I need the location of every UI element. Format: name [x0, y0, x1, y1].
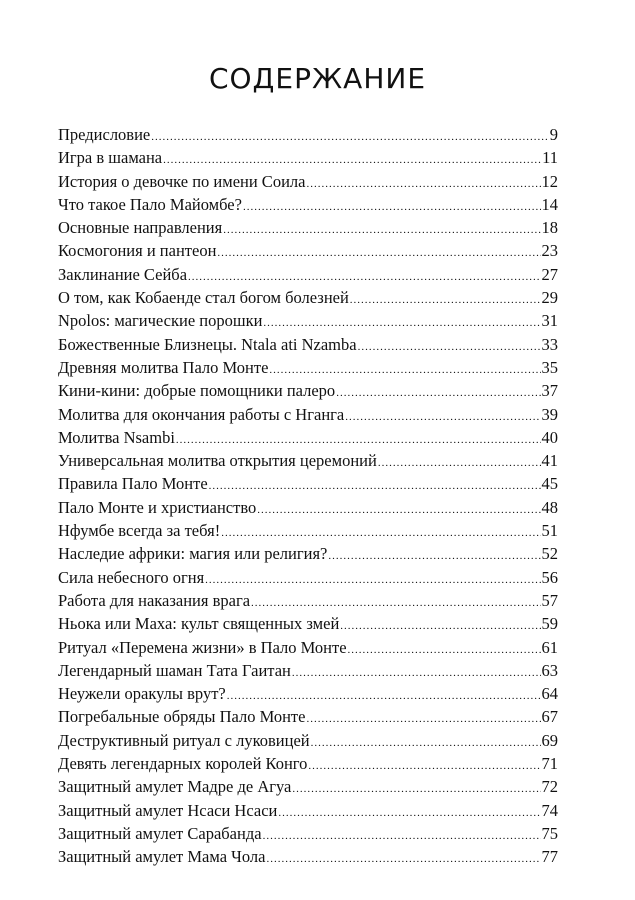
toc-entry-title: Защитный амулет Нсаси Нсаси	[58, 800, 278, 820]
dot-leader	[223, 219, 540, 239]
toc-entry-page-number: 72	[541, 777, 558, 797]
toc-entry-page-number: 31	[541, 311, 558, 331]
toc-entry	[58, 193, 558, 216]
toc-entry-title: Ньока или Маха: культ священных змей	[58, 614, 340, 634]
toc-entry-title: Предисловие	[58, 125, 151, 144]
dot-leader	[263, 825, 541, 845]
dot-leader	[292, 778, 540, 798]
toc-entry	[58, 799, 558, 822]
dot-leader	[350, 289, 541, 309]
toc-entry-page-number: 40	[541, 427, 558, 447]
toc-entry	[58, 845, 558, 868]
toc-entry-page-number: 48	[541, 497, 558, 517]
toc-entry	[58, 729, 558, 752]
toc-entry-page-number: 9	[549, 125, 558, 144]
toc-entry-title: Девять легендарных королей Конго	[58, 754, 308, 774]
toc-entry-title: Пало Монте и христианство	[58, 497, 257, 517]
dot-leader	[340, 615, 540, 635]
toc-entry-page-number: 23	[541, 241, 558, 261]
toc-entry-page-number: 14	[541, 194, 558, 214]
dot-leader	[243, 196, 541, 216]
dot-leader	[311, 732, 541, 752]
dot-leader	[336, 382, 540, 402]
toc-entry	[58, 426, 558, 449]
toc-entry-title: Работа для наказания врага	[58, 590, 251, 610]
toc-entry-title: Основные направления	[58, 218, 223, 238]
toc-entry	[58, 403, 558, 426]
toc-entry-title: Сила небесного огня	[58, 567, 205, 587]
toc-entry-title: История о девочке по имени Соила	[58, 171, 306, 191]
dot-leader	[217, 242, 540, 262]
toc-entry-page-number: 18	[541, 218, 558, 238]
toc-entry-title: Правила Пало Монте	[58, 474, 208, 494]
toc-entry-page-number: 56	[541, 567, 558, 587]
dot-leader	[221, 522, 540, 542]
toc-entry-page-number: 37	[541, 381, 558, 401]
toc-entry	[58, 822, 558, 845]
dot-leader	[308, 755, 540, 775]
toc-entry	[58, 309, 558, 332]
toc-entry	[58, 216, 558, 239]
toc-entry	[58, 379, 558, 402]
toc-entry	[58, 682, 558, 705]
toc-entry-page-number: 39	[541, 404, 558, 424]
toc-entry-page-number: 67	[541, 707, 558, 727]
toc-entry-page-number: 75	[541, 823, 558, 843]
dot-leader	[378, 452, 541, 472]
toc-entry	[58, 775, 558, 798]
dot-leader	[188, 266, 540, 286]
toc-entry-title: Молитва Nsambi	[58, 427, 175, 447]
toc-entry-page-number: 12	[541, 171, 558, 191]
toc-entry	[58, 286, 558, 309]
toc-entry-title: О том, как Кобаенде стал богом болезней	[58, 288, 349, 308]
toc-entry-page-number: 35	[541, 357, 558, 377]
toc-entry-title: Защитный амулет Мадре де Агуа	[58, 777, 292, 797]
toc-entry-title: Легендарный шаман Тата Гаитан	[58, 660, 291, 680]
dot-leader	[306, 173, 540, 193]
toc-entry-page-number: 11	[542, 148, 558, 168]
toc-entry-page-number: 51	[541, 521, 558, 541]
toc-entry	[58, 449, 558, 472]
toc-entry	[58, 333, 558, 356]
toc-entry	[58, 170, 558, 193]
dot-leader	[345, 406, 540, 426]
toc-entry	[58, 146, 558, 169]
toc-entry-page-number: 69	[541, 730, 558, 750]
toc-entry-page-number: 64	[541, 684, 558, 704]
dot-leader	[251, 592, 540, 612]
toc-entry-title: Неужели оракулы врут?	[58, 684, 226, 704]
toc-entry	[58, 239, 558, 262]
dot-leader	[151, 126, 549, 146]
toc-entry-page-number: 61	[541, 637, 558, 657]
dot-leader	[278, 802, 540, 822]
toc-entry	[58, 589, 558, 612]
dot-leader	[209, 475, 541, 495]
toc-entry-title: Защитный амулет Мама Чола	[58, 847, 266, 867]
toc-entry-title: Древняя молитва Пало Монте	[58, 357, 269, 377]
dot-leader	[269, 359, 540, 379]
dot-leader	[163, 149, 541, 169]
toc-entry-page-number: 77	[541, 847, 558, 867]
toc-entry	[58, 263, 558, 286]
toc-entry-title: Погребальные обряды Пало Монте	[58, 707, 306, 727]
toc-entry-page-number: 74	[541, 800, 558, 820]
dot-leader	[227, 685, 541, 705]
toc-entry-page-number: 52	[541, 544, 558, 564]
dot-leader	[292, 662, 541, 682]
toc-entry	[58, 472, 558, 495]
toc-entry-title: Универсальная молитва открытия церемоний	[58, 451, 377, 471]
toc-entry-title: Космогония и пантеон	[58, 241, 217, 261]
toc-entry-page-number: 63	[541, 660, 558, 680]
toc-entry-title: Нфумбе всегда за тебя!	[58, 521, 221, 541]
toc-entry	[58, 752, 558, 775]
toc-entry-title: Молитва для окончания работы с Нганга	[58, 404, 345, 424]
dot-leader	[348, 639, 541, 659]
page-title: СОДЕРЖАНИЕ	[208, 62, 427, 95]
toc-entry	[58, 542, 558, 565]
toc-entry-title: Игра в шамана	[58, 148, 163, 168]
toc-entry	[58, 496, 558, 519]
dot-leader	[306, 708, 540, 728]
toc-entry-page-number: 41	[541, 451, 558, 471]
toc-entry-title: Защитный амулет Сарабанда	[58, 823, 262, 843]
toc-entry-title: Кини-кини: добрые помощники палеро	[58, 381, 336, 401]
toc-entry	[58, 356, 558, 379]
dot-leader	[358, 336, 541, 356]
toc-entry-title: Божественные Близнецы. Ntala ati Nzamba	[58, 334, 357, 354]
toc-entry-title: Наследие африки: магия или религия?	[58, 544, 328, 564]
dot-leader	[263, 312, 540, 332]
toc-entry-page-number: 33	[541, 334, 558, 354]
toc-entry	[58, 636, 558, 659]
dot-leader	[328, 545, 540, 565]
toc-entry-page-number: 57	[541, 590, 558, 610]
toc-entry-page-number: 59	[541, 614, 558, 634]
toc-entry-title: Заклинание Сейба	[58, 264, 188, 284]
toc-entry	[58, 519, 558, 542]
toc-entry-title: Что такое Пало Майомбе?	[58, 194, 242, 214]
dot-leader	[257, 499, 540, 519]
toc-entry-page-number: 45	[541, 474, 558, 494]
toc-entry	[58, 705, 558, 728]
toc-entry-title: Ритуал «Перемена жизни» в Пало Монте	[58, 637, 347, 657]
toc-entry-page-number: 71	[541, 754, 558, 774]
dot-leader	[205, 569, 540, 589]
toc-entry	[58, 659, 558, 682]
dot-leader	[266, 848, 540, 868]
toc-entry	[58, 123, 558, 146]
toc-entry-page-number: 27	[541, 264, 558, 284]
toc-entry	[58, 566, 558, 589]
toc-entry-page-number: 29	[541, 288, 558, 308]
toc-entry	[58, 612, 558, 635]
toc-entry-title: Npolos: магические порошки	[58, 311, 263, 331]
dot-leader	[176, 429, 541, 449]
toc-entry-title: Деструктивный ритуал с луковицей	[58, 730, 310, 750]
table-of-contents	[58, 123, 558, 869]
